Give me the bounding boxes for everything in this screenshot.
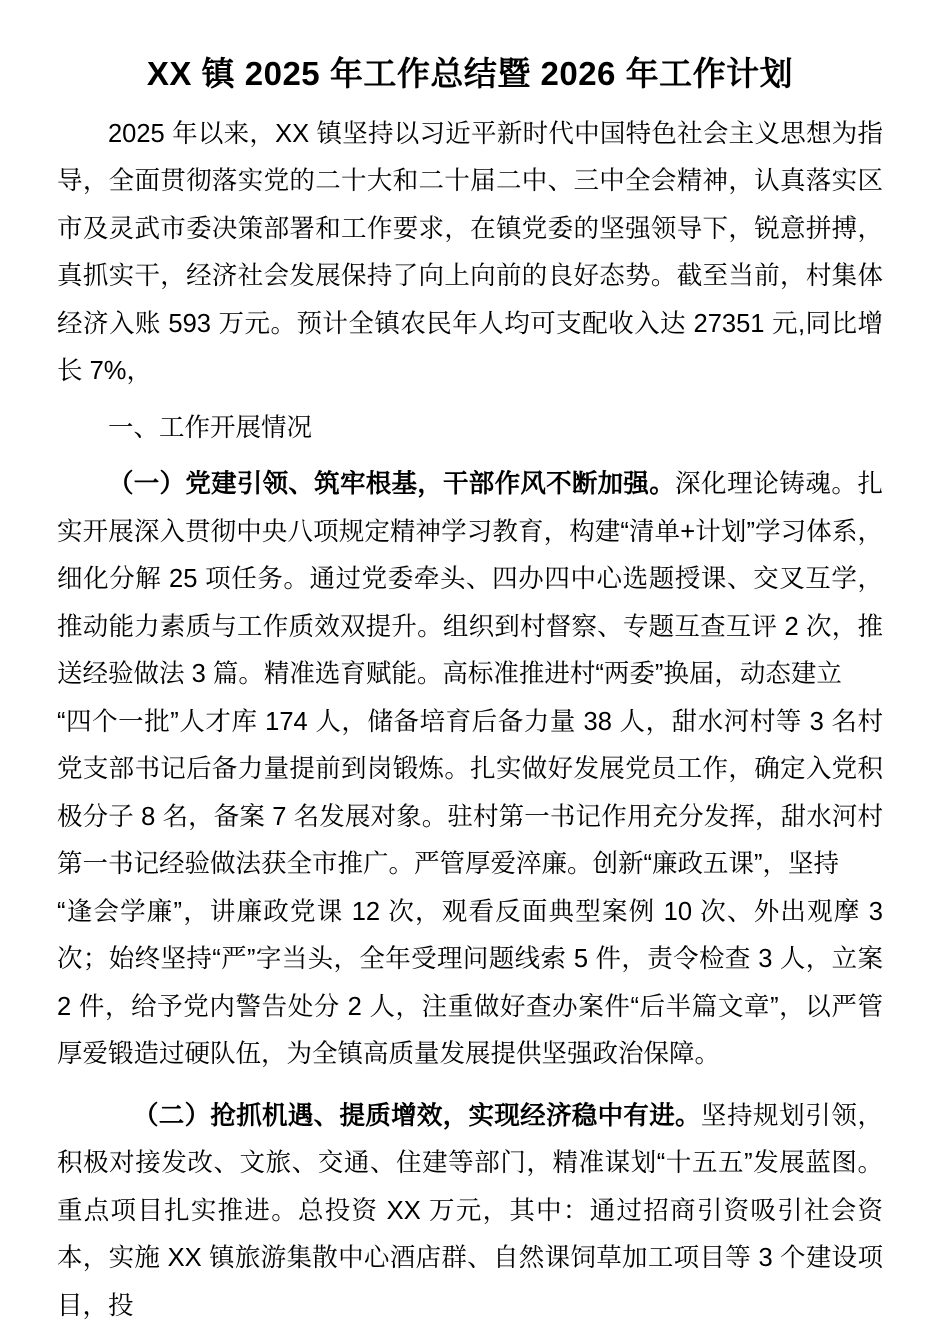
paragraph-item-one <box>57 461 883 699</box>
paragraph-spacer <box>57 396 883 405</box>
paragraph-intro: 2025 年以来，XX 镇坚持以习近平新时代中国特色社会主义思想为指导，全面贯彻落实党的二十大和二十届二中、三中全会精神，认真落实区市及灵武市委决策部署和工作要求，在镇党委的坚强领导下，锐意拼搏，真抓实干，经济社会发展保持了向上向前的良好态势。截至当前，村集体经济入账 593 万元。预计全镇农民年人均可支配收入达 27351 元,同比增长 7%， <box>57 119 883 386</box>
paragraph-spacer <box>57 1079 883 1093</box>
item-one-body-text: 深化理论铸魂。扎实开展深入贯彻中央八项规定精神学习教育，构建“清单+计划”学习体系，细化分解 25 项任务。通过党委牵头、四办四中心选题授课、交叉互学，推动能力素质与工作质效双提升。组织到村督察、专题互查互评 2 次，推送经验做法 3 篇。精准选育赋能。高标准推进村“两委”换届，动态建立 <box>57 470 883 689</box>
paragraph-spacer <box>57 452 883 461</box>
item-two-bold-lead: （二）抢抓机遇、提质增效，实现经济稳中有进。 <box>133 1101 701 1130</box>
item-one-bold-lead: （一）党建引领、筑牢根基，干部作风不断加强。 <box>108 470 675 499</box>
paragraph-item-one-continued-2: “逢会学廉”，讲廉政党课 12 次，观看反面典型案例 10 次、外出观摩 3 次；始终坚持“严”字当头，全年受理问题线索 5 件，责令检查 3 人，立案 2 件，给予党内警告处分 2 人，注重做好查办案件“后半篇文章”，以严管厚爱锻造过硬队伍，为全镇高质量发展提供坚强政治保障。 <box>57 897 883 1069</box>
item-two-body-text: 坚持规划引领，积极对接发改、文旅、交通、住建等部门，精准谋划“十五五”发展蓝图。重点项目扎实推进。总投资 XX 万元，其中：通过招商引资吸引社会资本，实施 XX 镇旅游集散中心酒店群、自然课饲草加工项目等 3 个建设项目，投 <box>57 1101 883 1320</box>
document-content <box>57 52 883 1330</box>
page-title-text: XX 镇 2025 年工作总结暨 2026 年工作计划 <box>146 55 794 92</box>
paragraph-item-two <box>57 1093 883 1331</box>
section-one-heading: 一、工作开展情况 <box>108 413 313 442</box>
page-title <box>57 52 883 97</box>
paragraph-item-one-continued: “四个一批”人才库 174 人，储备培育后备力量 38 人，甜水河村等 3 名村党支部书记后备力量提前到岗锻炼。扎实做好发展党员工作，确定入党积极分子 8 名，备案 7 名发展对象。驻村第一书记作用充分发挥，甜水河村第一书记经验做法获全市推广。严管厚爱淬廉。创新“廉政五课”，坚持 <box>57 707 883 879</box>
